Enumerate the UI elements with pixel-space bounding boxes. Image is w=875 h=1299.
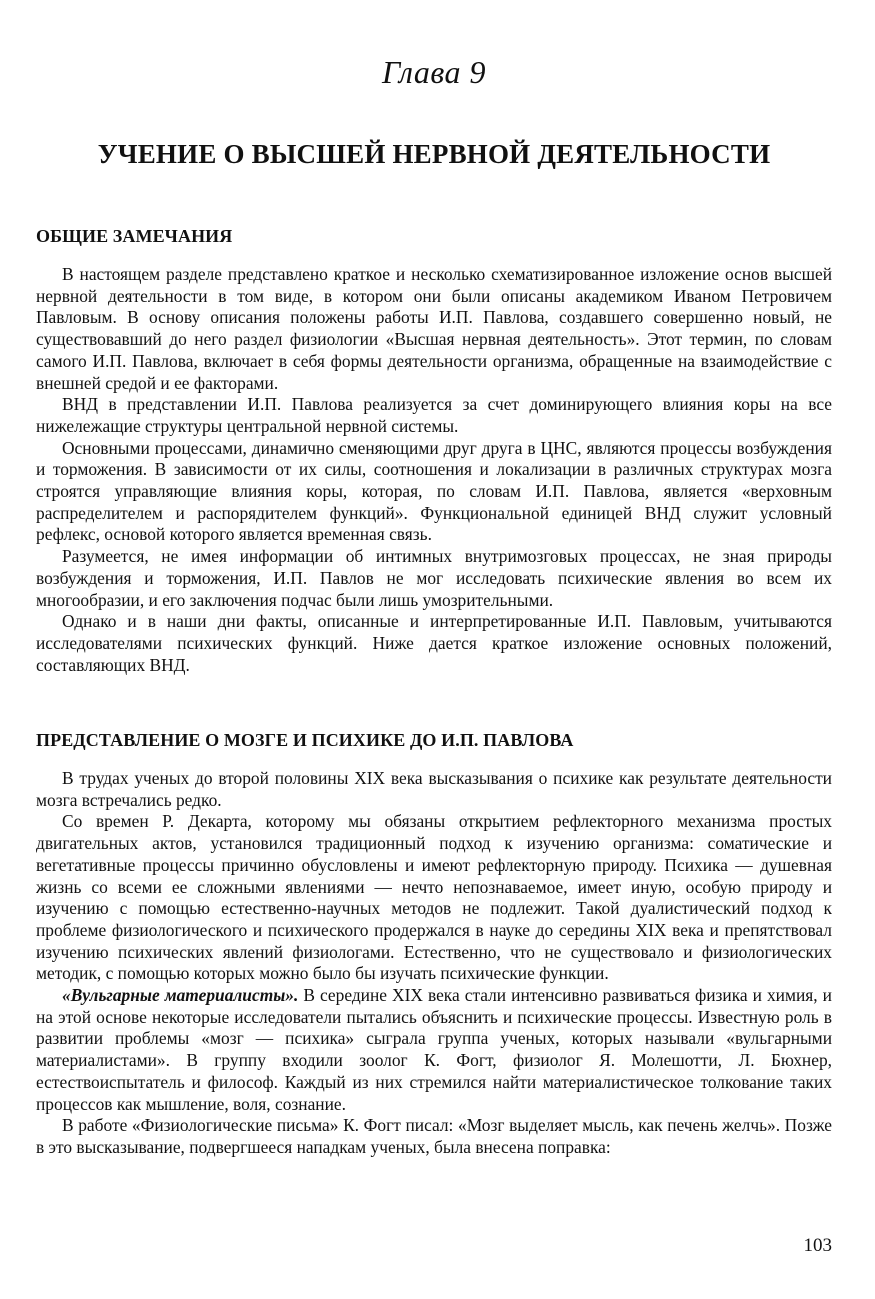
page-number: 103	[803, 1235, 832, 1256]
chapter-label: Глава 9	[381, 54, 486, 90]
chapter-title: УЧЕНИЕ О ВЫСШЕЙ НЕРВНОЙ ДЕЯТЕЛЬНОСТИ	[97, 139, 771, 169]
section-general-body	[36, 264, 832, 676]
section-heading-general: ОБЩИЕ ЗАМЕЧАНИЯ	[36, 226, 233, 246]
section-heading-before-pavlov: ПРЕДСТАВЛЕНИЕ О МОЗГЕ И ПСИХИКЕ ДО И.П. ПАВЛОВА	[36, 730, 574, 750]
paragraph: ВНД в представлении И.П. Павлова реализуется за счет доминирующего влияния коры на все нижележащие структуры центральной нервной системы.	[36, 394, 832, 436]
paragraph-vulgar-materialists	[36, 985, 832, 1115]
paragraph: Основными процессами, динамично сменяющими друг друга в ЦНС, являются процессы возбуждения и торможения. В зависимости от их силы, соотношения и локализации в различных структурах мозга строятся управляющие влияния коры, которая, по словам И.П. Павлова, является «верховным распределителем и распорядителем функций». Функциональной единицей ВНД служит условный рефлекс, основой которого является временная связь.	[36, 437, 832, 545]
paragraph: В работе «Физиологические письма» К. Фогт писал: «Мозг выделяет мысль, как печень желчь». Позже в это высказывание, подвергшееся нападкам ученых, была внесена поправка:	[36, 1115, 832, 1157]
emphasis-term: «Вульгарные материалисты».	[62, 985, 299, 1006]
paragraph-text: В середине XIX века стали интенсивно развиваться физика и химия, и на этой основе некоторые исследователи пытались объяснить и психические процессы. Известную роль в развитии проблемы «мозг — психика» сыграла группа ученых, которых называли «вульгарными материалистами». В группу входили зоолог К. Фогт, физиолог Я. Молешотти, Л. Бюхнер, естествоиспытатель и философ. Каждый из них стремился найти материалистическое толкование таких процессов как мышление, воля, сознание.	[36, 985, 832, 1114]
paragraph: Разумеется, не имея информации об интимных внутримозговых процессах, не зная природы возбуждения и торможения, И.П. Павлов не мог исследовать психические явления во всем их многообразии, и его заключения подчас были лишь умозрительными.	[36, 546, 832, 610]
section-before-pavlov-body	[36, 768, 832, 1159]
paragraph: Однако и в наши дни факты, описанные и интерпретированные И.П. Павловым, учитываются исследователями психических функций. Ниже дается краткое изложение основных положений, составляющих ВНД.	[36, 611, 832, 675]
paragraph: Со времен Р. Декарта, которому мы обязаны открытием рефлекторного механизма простых двигательных актов, установился традиционный подход к изучению организма: соматические и вегетативные процессы причинно обусловлены и имеют рефлекторную природу. Психика — душевная жизнь со всеми ее сложными явлениями — нечто непознаваемое, имеет иную, особую природу и изучению с помощью естественно-научных методов не подлежит. Такой дуалистический подход к проблеме физиологического и психического продержался в науке до середины XIX века и препятствовал изучению психических явлений физиологами. Естественно, что не существовало и физиологических методик, с помощью которых можно было бы изучать психические функции.	[36, 811, 832, 984]
paragraph: В трудах ученых до второй половины XIX века высказывания о психике как результате деятельности мозга встречались редко.	[36, 768, 832, 810]
paragraph: В настоящем разделе представлено краткое и несколько схематизированное изложение основ высшей нервной деятельности в том виде, в котором они были описаны академиком Иваном Петровичем Павловым. В основу описания положены работы И.П. Павлова, создавшего совершенно новый, не существовавший до него раздел физиологии «Высшая нервная деятельность». Этот термин, по словам самого И.П. Павлова, включает в себя формы деятельности организма, обращенные на взаимодействие с внешней средой и ее факторами.	[36, 264, 832, 393]
